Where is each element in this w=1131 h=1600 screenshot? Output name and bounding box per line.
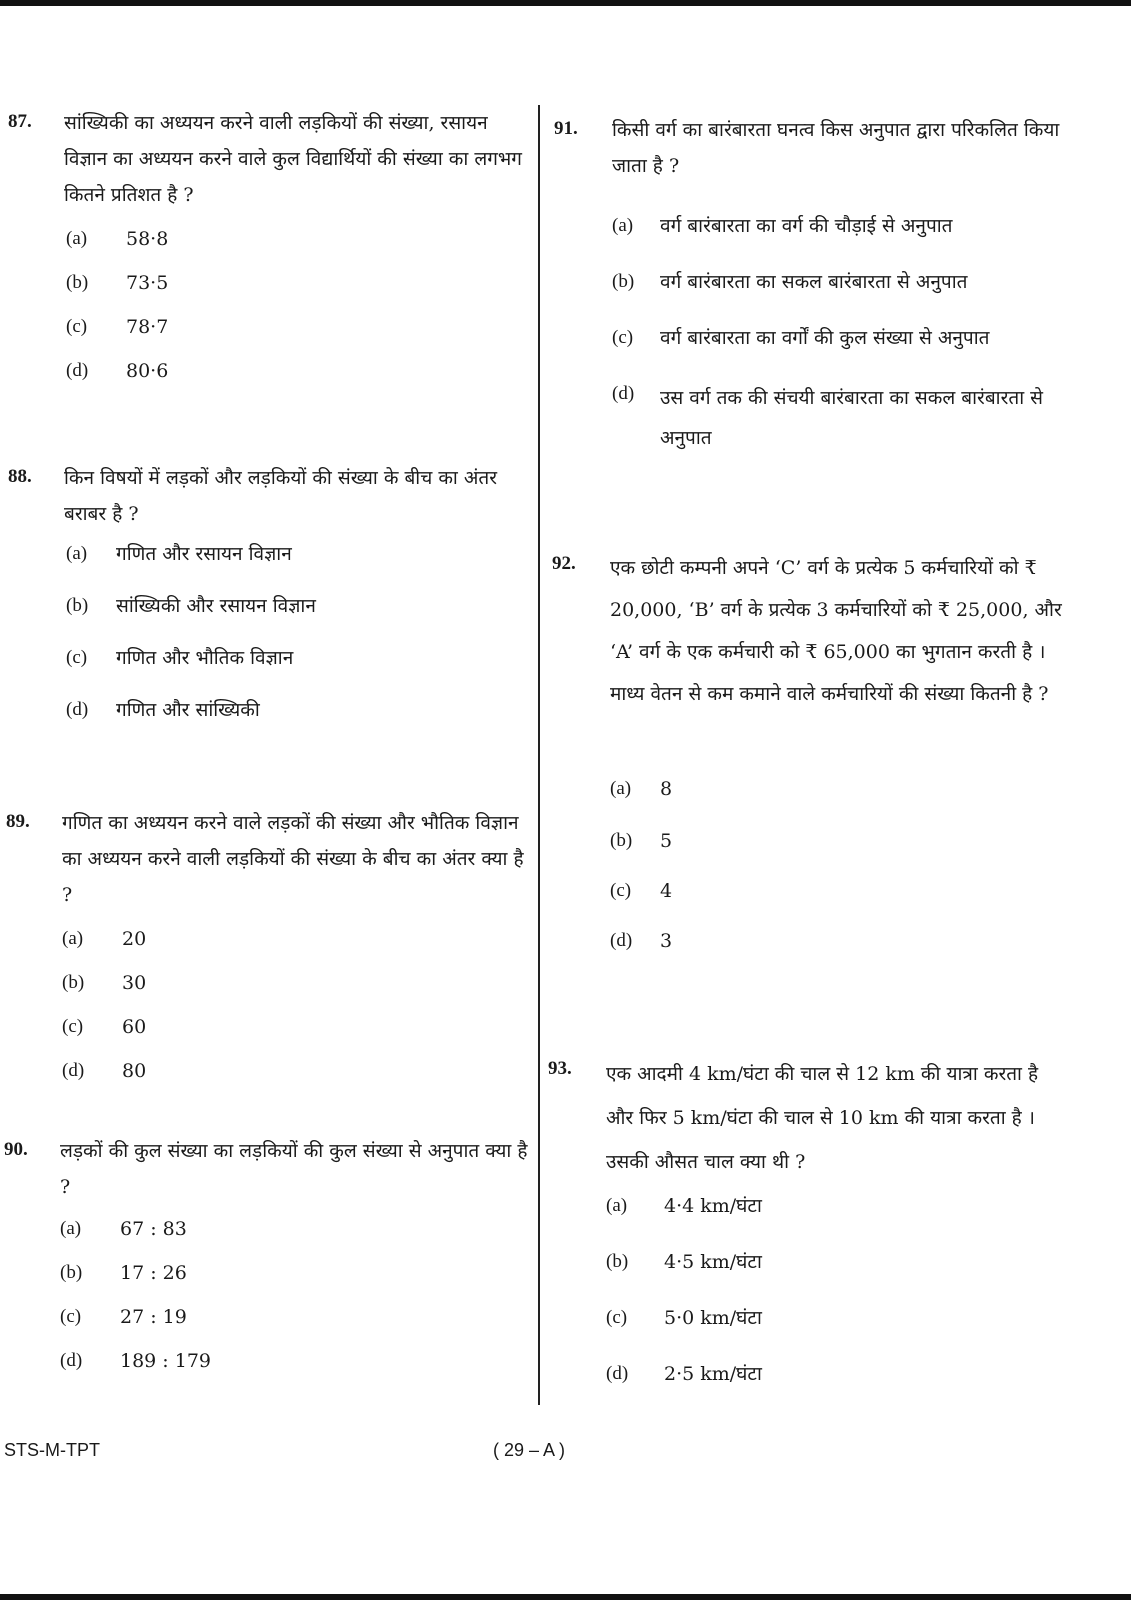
option-value: 5 [660,830,673,852]
page-top-edge [0,0,1131,6]
option-label: (c) [610,880,632,901]
option-label: (d) [606,1363,629,1384]
question-90 [0,1133,538,1403]
option-label: (a) [66,228,88,249]
question-number: 90. [4,1139,28,1160]
option-label: (a) [606,1195,628,1216]
option-value: 58·8 [126,228,169,250]
question-text: लड़कों की कुल संख्या का लड़कियों की कुल संख्या से अनुपात क्या है ? [60,1140,528,1198]
option-value: सांख्यिकी और रसायन विज्ञान [116,595,316,617]
option-label: (a) [612,215,634,236]
question-88 [0,460,538,740]
option-value: गणित और रसायन विज्ञान [116,543,292,565]
option-label: (b) [612,271,635,292]
option-value: 5·0 km/घंटा [664,1307,762,1329]
question-text: गणित का अध्ययन करने वाले लड़कों की संख्या और भौतिक विज्ञान का अध्ययन करने वाली लड़कियों की संख्या के बीच का अंतर क्या है ? [62,812,524,906]
question-number: 93. [548,1058,572,1079]
option-label: (c) [60,1306,82,1327]
question-93 [548,1052,1098,1402]
option-value: 80 [122,1060,147,1082]
option-label: (b) [66,272,89,293]
option-label: (c) [606,1307,628,1328]
option-value: 4·4 km/घंटा [664,1195,762,1217]
question-text: एक आदमी 4 km/घंटा की चाल से 12 km की यात्रा करता है और फिर 5 km/घंटा की चाल से 10 km की यात्रा करता है । उसकी औसत चाल क्या थी ? [606,1063,1039,1173]
option-value: गणित और भौतिक विज्ञान [116,647,294,669]
option-label: (a) [60,1218,82,1239]
question-92 [548,547,1098,957]
option-value: 67 : 83 [120,1218,187,1240]
column-divider [538,105,540,1405]
option-label: (d) [62,1060,85,1081]
option-value: वर्ग बारंबारता का सकल बारंबारता से अनुपात [660,271,968,293]
question-number: 91. [554,118,578,139]
option-value: 189 : 179 [120,1350,212,1372]
option-label: (c) [62,1016,84,1037]
option-value: 78·7 [126,316,169,338]
option-value: 73·5 [126,272,169,294]
question-text: सांख्यिकी का अध्ययन करने वाली लड़कियों की संख्या, रसायन विज्ञान का अध्ययन करने वाले कुल विद्यार्थियों की संख्या का लगभग कितने प्रतिशत है ? [64,112,522,206]
option-value: 4 [660,880,673,902]
option-value: 2·5 km/घंटा [664,1363,762,1385]
question-number: 87. [8,111,32,132]
question-text: किसी वर्ग का बारंबारता घनत्व किस अनुपात द्वारा परिकलित किया जाता है ? [612,119,1060,177]
question-text: किन विषयों में लड़कों और लड़कियों की संख्या के बीच का अंतर बराबर है ? [64,467,498,525]
option-label: (b) [62,972,85,993]
option-value: 60 [122,1016,147,1038]
option-label: (c) [66,647,88,668]
option-value: वर्ग बारंबारता का वर्ग की चौड़ाई से अनुपात [660,215,953,237]
option-label: (d) [66,699,89,720]
option-value: उस वर्ग तक की संचयी बारंबारता का सकल बारंबारता से अनुपात [660,387,1043,449]
option-value: वर्ग बारंबारता का वर्गों की कुल संख्या से अनुपात [660,327,990,349]
option-value: 27 : 19 [120,1306,187,1328]
question-91 [548,112,1098,472]
question-text: एक छोटी कम्पनी अपने ‘C’ वर्ग के प्रत्येक 5 कर्मचारियों को ₹ 20,000, ‘B’ वर्ग के प्रत्येक 3 कर्मचारियों को ₹ 25,000, और ‘A’ वर्ग के एक कर्मचारी को ₹ 65,000 का भुगतान करती है । माध्य वेतन से कम कमाने वाले कर्मचारियों की संख्या कितनी है ? [610,557,1062,705]
option-label: (c) [66,316,88,337]
option-value: 4·5 km/घंटा [664,1251,762,1273]
option-label: (d) [60,1350,83,1371]
option-label: (d) [612,383,635,404]
question-87 [0,105,538,405]
option-value: 17 : 26 [120,1262,187,1284]
page-number: ( 29 – A ) [493,1440,566,1460]
option-label: (b) [610,830,633,851]
option-label: (b) [606,1251,629,1272]
question-number: 88. [8,466,32,487]
option-value: गणित और सांख्यिकी [116,699,260,721]
footer-code: STS-M-TPT [4,1440,100,1460]
option-value: 3 [660,930,673,952]
option-label: (b) [66,595,89,616]
option-label: (a) [66,543,88,564]
option-label: (d) [610,930,633,951]
option-label: (b) [60,1262,83,1283]
option-value: 20 [122,928,147,950]
option-value: 30 [122,972,147,994]
option-label: (a) [610,778,632,799]
question-number: 89. [6,811,30,832]
option-value: 80·6 [126,360,169,382]
option-label: (d) [66,360,89,381]
option-label: (c) [612,327,634,348]
option-label: (a) [62,928,84,949]
question-number: 92. [552,553,576,574]
question-89 [0,805,538,1095]
page-bottom-edge [0,1594,1131,1600]
option-value: 8 [660,778,673,800]
